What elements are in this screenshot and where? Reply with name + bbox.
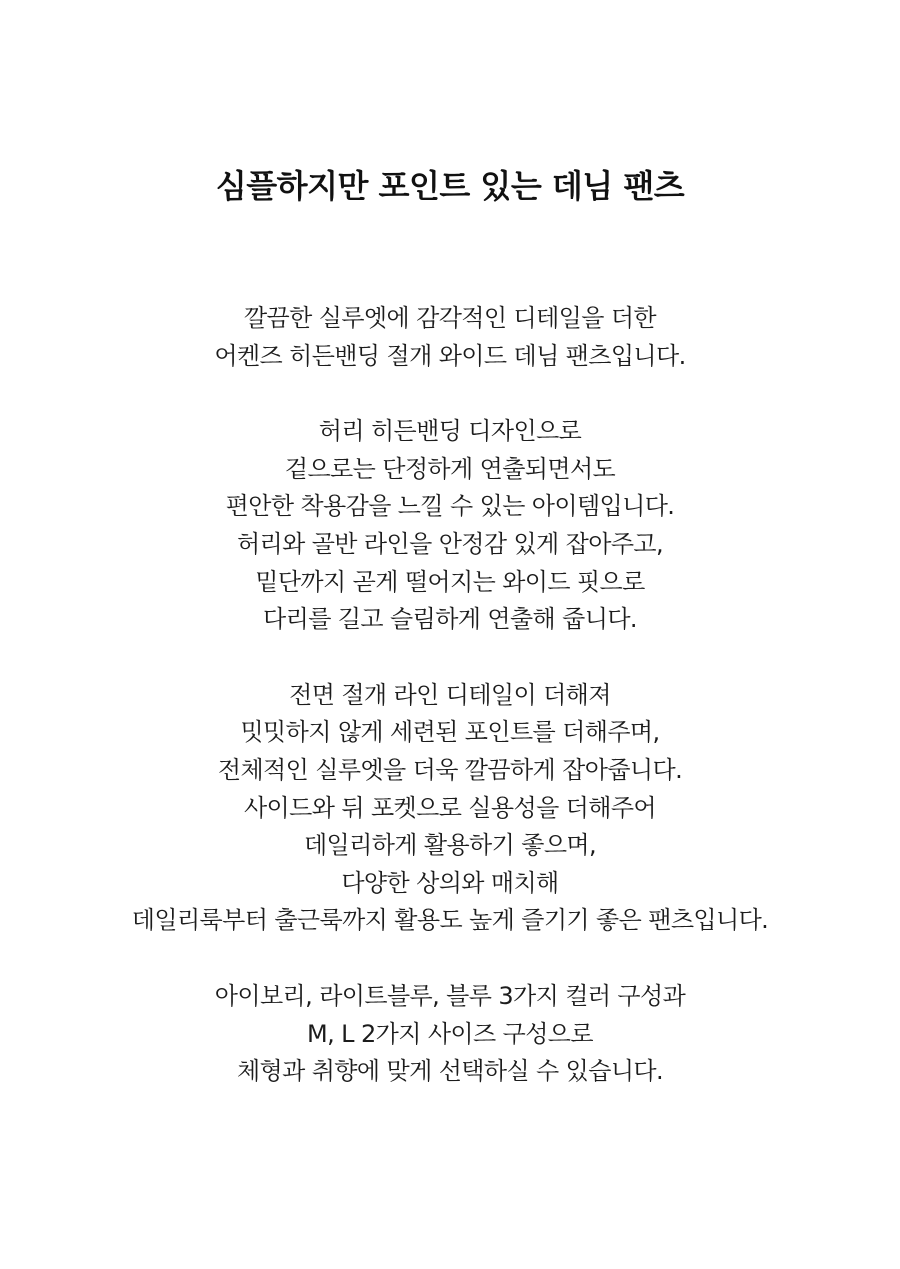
paragraph-detail: [0, 677, 900, 940]
description-body: [0, 300, 900, 1129]
text-line: 전면 절개 라인 디테일이 더해져: [289, 680, 611, 709]
text-line: 전체적인 실루엣을 더욱 깔끔하게 잡아줍니다.: [217, 755, 683, 784]
text-line: 사이드와 뒤 포켓으로 실용성을 더해주어: [243, 793, 657, 822]
paragraph-waist-fit: [0, 413, 900, 639]
text-line: 다리를 길고 슬림하게 연출해 줍니다.: [263, 605, 637, 634]
text-line: 깔끔한 실루엣에 감각적인 디테일을 더한: [243, 304, 657, 332]
text-line: 허리와 골반 라인을 안정감 있게 잡아주고,: [236, 529, 664, 558]
text-line: M, L 2가지 사이즈 구성으로: [307, 1019, 593, 1048]
text-line: 어켄즈 히든밴딩 절개 와이드 데님 팬츠입니다.: [214, 341, 686, 370]
page-title: 심플하지만 포인트 있는 데님 팬츠: [215, 167, 685, 205]
text-line: 체형과 취향에 맞게 선택하실 수 있습니다.: [236, 1057, 664, 1086]
text-line: 허리 히든밴딩 디자인으로: [318, 417, 582, 446]
paragraph-options: [0, 978, 900, 1091]
text-line: 데일리룩부터 출근룩까지 활용도 높게 즐기기 좋은 팬츠입니다.: [131, 906, 769, 935]
text-line: 데일리하게 활용하기 좋으며,: [303, 831, 597, 860]
paragraph-intro: [0, 300, 900, 375]
text-line: 겉으로는 단정하게 연출되면서도: [284, 454, 616, 483]
text-line: 아이보리, 라이트블루, 블루 3가지 컬러 구성과: [214, 981, 686, 1010]
text-line: 밋밋하지 않게 세련된 포인트를 더해주며,: [240, 718, 660, 747]
text-line: 밑단까지 곧게 떨어지는 와이드 핏으로: [255, 567, 645, 596]
text-line: 다양한 상의와 매치해: [341, 868, 559, 897]
text-line: 편안한 착용감을 느낄 수 있는 아이템입니다.: [225, 492, 675, 521]
